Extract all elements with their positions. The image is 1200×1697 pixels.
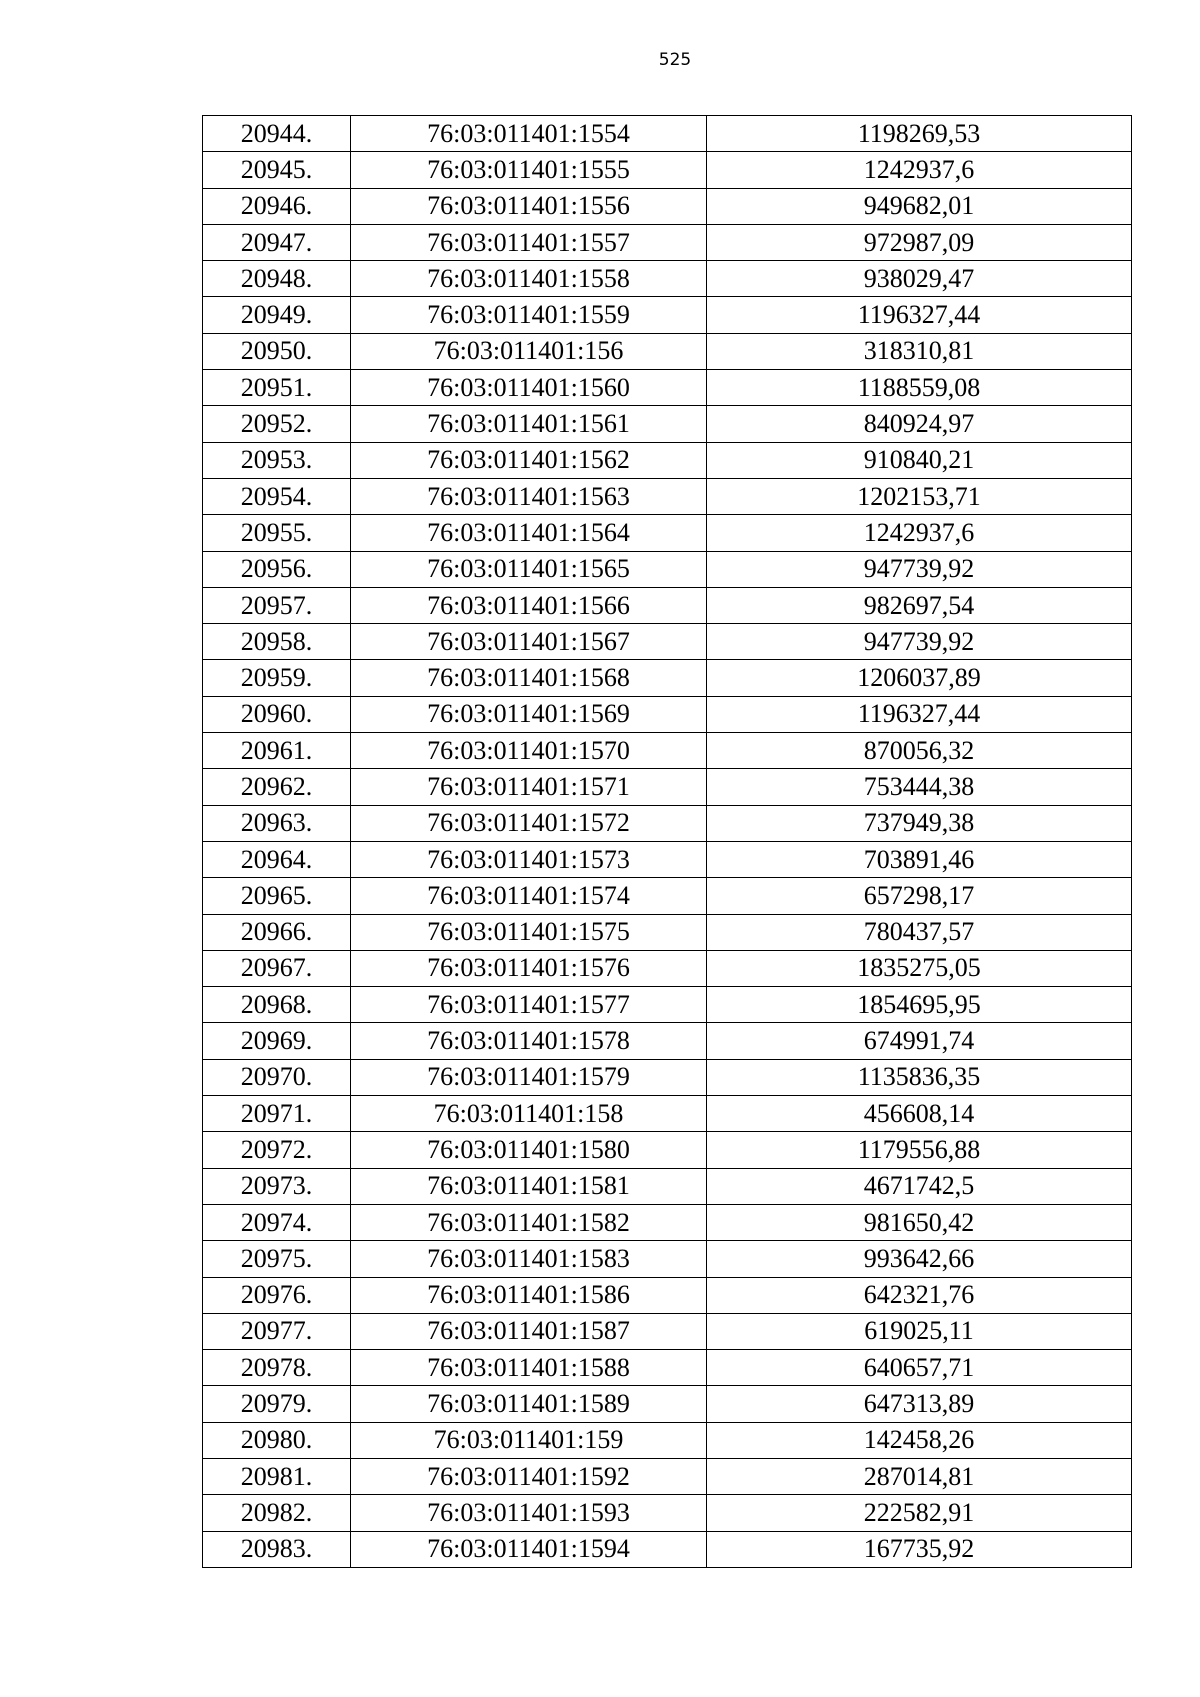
table-row bbox=[203, 1458, 1132, 1494]
cadastral-value-cell: 167735,92 bbox=[707, 1531, 1132, 1567]
cadastral-number-cell: 76:03:011401:1559 bbox=[351, 297, 707, 333]
cadastral-number-cell: 76:03:011401:1579 bbox=[351, 1059, 707, 1095]
row-number-cell: 20947. bbox=[203, 224, 351, 260]
cadastral-value-cell: 674991,74 bbox=[707, 1023, 1132, 1059]
table-row bbox=[203, 1531, 1132, 1567]
cadastral-number-cell: 76:03:011401:1593 bbox=[351, 1495, 707, 1531]
cadastral-value-cell: 1196327,44 bbox=[707, 696, 1132, 732]
row-number-cell: 20976. bbox=[203, 1277, 351, 1313]
cadastral-value-cell: 1242937,6 bbox=[707, 515, 1132, 551]
table-row bbox=[203, 297, 1132, 333]
table-row bbox=[203, 660, 1132, 696]
row-number-cell: 20958. bbox=[203, 624, 351, 660]
row-number-cell: 20957. bbox=[203, 587, 351, 623]
table-row bbox=[203, 1241, 1132, 1277]
row-number-cell: 20952. bbox=[203, 406, 351, 442]
cadastral-value-cell: 1206037,89 bbox=[707, 660, 1132, 696]
cadastral-value-cell: 780437,57 bbox=[707, 914, 1132, 950]
cadastral-number-cell: 76:03:011401:1570 bbox=[351, 733, 707, 769]
cadastral-value-cell: 1196327,44 bbox=[707, 297, 1132, 333]
table-row bbox=[203, 370, 1132, 406]
cadastral-value-cell: 703891,46 bbox=[707, 841, 1132, 877]
cadastral-value-cell: 657298,17 bbox=[707, 878, 1132, 914]
cadastral-value-cell: 910840,21 bbox=[707, 442, 1132, 478]
cadastral-number-cell: 76:03:011401:1582 bbox=[351, 1204, 707, 1240]
cadastral-value-cell: 840924,97 bbox=[707, 406, 1132, 442]
cadastral-number-cell: 76:03:011401:1564 bbox=[351, 515, 707, 551]
row-number-cell: 20968. bbox=[203, 987, 351, 1023]
cadastral-number-cell: 76:03:011401:1566 bbox=[351, 587, 707, 623]
cadastral-value-cell: 642321,76 bbox=[707, 1277, 1132, 1313]
cadastral-value-cell: 947739,92 bbox=[707, 551, 1132, 587]
row-number-cell: 20951. bbox=[203, 370, 351, 406]
table-row bbox=[203, 987, 1132, 1023]
cadastral-number-cell: 76:03:011401:1561 bbox=[351, 406, 707, 442]
row-number-cell: 20966. bbox=[203, 914, 351, 950]
table-row bbox=[203, 1422, 1132, 1458]
row-number-cell: 20970. bbox=[203, 1059, 351, 1095]
table-row bbox=[203, 188, 1132, 224]
cadastral-value-cell: 737949,38 bbox=[707, 805, 1132, 841]
row-number-cell: 20954. bbox=[203, 478, 351, 514]
row-number-cell: 20944. bbox=[203, 116, 351, 152]
cadastral-number-cell: 76:03:011401:1560 bbox=[351, 370, 707, 406]
table-row bbox=[203, 878, 1132, 914]
row-number-cell: 20982. bbox=[203, 1495, 351, 1531]
cadastral-number-cell: 76:03:011401:1554 bbox=[351, 116, 707, 152]
row-number-cell: 20960. bbox=[203, 696, 351, 732]
row-number-cell: 20961. bbox=[203, 733, 351, 769]
row-number-cell: 20975. bbox=[203, 1241, 351, 1277]
row-number-cell: 20977. bbox=[203, 1313, 351, 1349]
cadastral-value-cell: 287014,81 bbox=[707, 1458, 1132, 1494]
table-row bbox=[203, 1495, 1132, 1531]
cadastral-number-cell: 76:03:011401:1571 bbox=[351, 769, 707, 805]
cadastral-value-cell: 982697,54 bbox=[707, 587, 1132, 623]
table-row bbox=[203, 1168, 1132, 1204]
cadastral-number-cell: 76:03:011401:159 bbox=[351, 1422, 707, 1458]
cadastral-number-cell: 76:03:011401:1577 bbox=[351, 987, 707, 1023]
row-number-cell: 20981. bbox=[203, 1458, 351, 1494]
cadastral-number-cell: 76:03:011401:1562 bbox=[351, 442, 707, 478]
table-row bbox=[203, 624, 1132, 660]
cadastral-value-cell: 640657,71 bbox=[707, 1350, 1132, 1386]
cadastral-number-cell: 76:03:011401:158 bbox=[351, 1096, 707, 1132]
table-row bbox=[203, 478, 1132, 514]
cadastral-number-cell: 76:03:011401:1592 bbox=[351, 1458, 707, 1494]
cadastral-number-cell: 76:03:011401:1573 bbox=[351, 841, 707, 877]
table-row bbox=[203, 1277, 1132, 1313]
table-row bbox=[203, 950, 1132, 986]
cadastral-value-cell: 619025,11 bbox=[707, 1313, 1132, 1349]
table-row bbox=[203, 805, 1132, 841]
row-number-cell: 20980. bbox=[203, 1422, 351, 1458]
table-row bbox=[203, 1023, 1132, 1059]
table-row bbox=[203, 261, 1132, 297]
cadastral-number-cell: 76:03:011401:156 bbox=[351, 333, 707, 369]
table-row bbox=[203, 224, 1132, 260]
row-number-cell: 20953. bbox=[203, 442, 351, 478]
table-row bbox=[203, 152, 1132, 188]
table-row bbox=[203, 333, 1132, 369]
row-number-cell: 20983. bbox=[203, 1531, 351, 1567]
cadastral-value-cell: 870056,32 bbox=[707, 733, 1132, 769]
cadastral-value-cell: 993642,66 bbox=[707, 1241, 1132, 1277]
cadastral-number-cell: 76:03:011401:1594 bbox=[351, 1531, 707, 1567]
row-number-cell: 20963. bbox=[203, 805, 351, 841]
cadastral-value-cell: 142458,26 bbox=[707, 1422, 1132, 1458]
cadastral-number-cell: 76:03:011401:1565 bbox=[351, 551, 707, 587]
cadastral-number-cell: 76:03:011401:1563 bbox=[351, 478, 707, 514]
cadastral-number-cell: 76:03:011401:1578 bbox=[351, 1023, 707, 1059]
table-row bbox=[203, 696, 1132, 732]
cadastral-number-cell: 76:03:011401:1583 bbox=[351, 1241, 707, 1277]
table-row bbox=[203, 1386, 1132, 1422]
cadastral-number-cell: 76:03:011401:1574 bbox=[351, 878, 707, 914]
cadastral-number-cell: 76:03:011401:1588 bbox=[351, 1350, 707, 1386]
row-number-cell: 20969. bbox=[203, 1023, 351, 1059]
row-number-cell: 20964. bbox=[203, 841, 351, 877]
cadastral-value-cell: 1202153,71 bbox=[707, 478, 1132, 514]
page-number: 525 bbox=[658, 50, 692, 70]
row-number-cell: 20974. bbox=[203, 1204, 351, 1240]
row-number-cell: 20945. bbox=[203, 152, 351, 188]
row-number-cell: 20971. bbox=[203, 1096, 351, 1132]
row-number-cell: 20978. bbox=[203, 1350, 351, 1386]
row-number-cell: 20965. bbox=[203, 878, 351, 914]
table-row bbox=[203, 406, 1132, 442]
table-row bbox=[203, 841, 1132, 877]
table-row bbox=[203, 1204, 1132, 1240]
cadastral-value-cell: 947739,92 bbox=[707, 624, 1132, 660]
cadastral-value-cell: 1135836,35 bbox=[707, 1059, 1132, 1095]
cadastral-number-cell: 76:03:011401:1589 bbox=[351, 1386, 707, 1422]
cadastral-number-cell: 76:03:011401:1556 bbox=[351, 188, 707, 224]
row-number-cell: 20950. bbox=[203, 333, 351, 369]
row-number-cell: 20962. bbox=[203, 769, 351, 805]
cadastral-value-cell: 753444,38 bbox=[707, 769, 1132, 805]
table-row bbox=[203, 733, 1132, 769]
row-number-cell: 20973. bbox=[203, 1168, 351, 1204]
cadastral-number-cell: 76:03:011401:1587 bbox=[351, 1313, 707, 1349]
row-number-cell: 20955. bbox=[203, 515, 351, 551]
cadastral-value-cell: 222582,91 bbox=[707, 1495, 1132, 1531]
cadastral-number-cell: 76:03:011401:1581 bbox=[351, 1168, 707, 1204]
cadastral-value-cell: 647313,89 bbox=[707, 1386, 1132, 1422]
table-row bbox=[203, 769, 1132, 805]
cadastral-number-cell: 76:03:011401:1586 bbox=[351, 1277, 707, 1313]
cadastral-number-cell: 76:03:011401:1569 bbox=[351, 696, 707, 732]
cadastral-value-cell: 318310,81 bbox=[707, 333, 1132, 369]
table-row bbox=[203, 442, 1132, 478]
table-row bbox=[203, 515, 1132, 551]
table-body bbox=[203, 116, 1132, 1568]
cadastral-number-cell: 76:03:011401:1572 bbox=[351, 805, 707, 841]
cadastral-value-cell: 1179556,88 bbox=[707, 1132, 1132, 1168]
table-row bbox=[203, 1059, 1132, 1095]
cadastral-number-cell: 76:03:011401:1575 bbox=[351, 914, 707, 950]
row-number-cell: 20949. bbox=[203, 297, 351, 333]
cadastral-value-cell: 1242937,6 bbox=[707, 152, 1132, 188]
table-row bbox=[203, 551, 1132, 587]
table-row bbox=[203, 1350, 1132, 1386]
cadastral-value-cell: 1188559,08 bbox=[707, 370, 1132, 406]
table-row bbox=[203, 914, 1132, 950]
cadastral-value-cell: 1198269,53 bbox=[707, 116, 1132, 152]
row-number-cell: 20956. bbox=[203, 551, 351, 587]
cadastral-value-cell: 972987,09 bbox=[707, 224, 1132, 260]
cadastral-value-cell: 1854695,95 bbox=[707, 987, 1132, 1023]
cadastral-number-cell: 76:03:011401:1580 bbox=[351, 1132, 707, 1168]
row-number-cell: 20959. bbox=[203, 660, 351, 696]
table-row bbox=[203, 587, 1132, 623]
cadastral-value-cell: 1835275,05 bbox=[707, 950, 1132, 986]
table-row bbox=[203, 116, 1132, 152]
table-row bbox=[203, 1096, 1132, 1132]
cadastral-value-cell: 938029,47 bbox=[707, 261, 1132, 297]
cadastral-number-cell: 76:03:011401:1557 bbox=[351, 224, 707, 260]
row-number-cell: 20972. bbox=[203, 1132, 351, 1168]
cadastral-value-cell: 4671742,5 bbox=[707, 1168, 1132, 1204]
cadastral-number-cell: 76:03:011401:1567 bbox=[351, 624, 707, 660]
cadastral-number-cell: 76:03:011401:1558 bbox=[351, 261, 707, 297]
row-number-cell: 20948. bbox=[203, 261, 351, 297]
cadastral-value-table bbox=[202, 115, 1132, 1568]
row-number-cell: 20967. bbox=[203, 950, 351, 986]
table-row bbox=[203, 1313, 1132, 1349]
cadastral-number-cell: 76:03:011401:1568 bbox=[351, 660, 707, 696]
row-number-cell: 20979. bbox=[203, 1386, 351, 1422]
cadastral-value-cell: 949682,01 bbox=[707, 188, 1132, 224]
cadastral-value-cell: 456608,14 bbox=[707, 1096, 1132, 1132]
table-row bbox=[203, 1132, 1132, 1168]
row-number-cell: 20946. bbox=[203, 188, 351, 224]
cadastral-number-cell: 76:03:011401:1555 bbox=[351, 152, 707, 188]
cadastral-value-cell: 981650,42 bbox=[707, 1204, 1132, 1240]
cadastral-number-cell: 76:03:011401:1576 bbox=[351, 950, 707, 986]
